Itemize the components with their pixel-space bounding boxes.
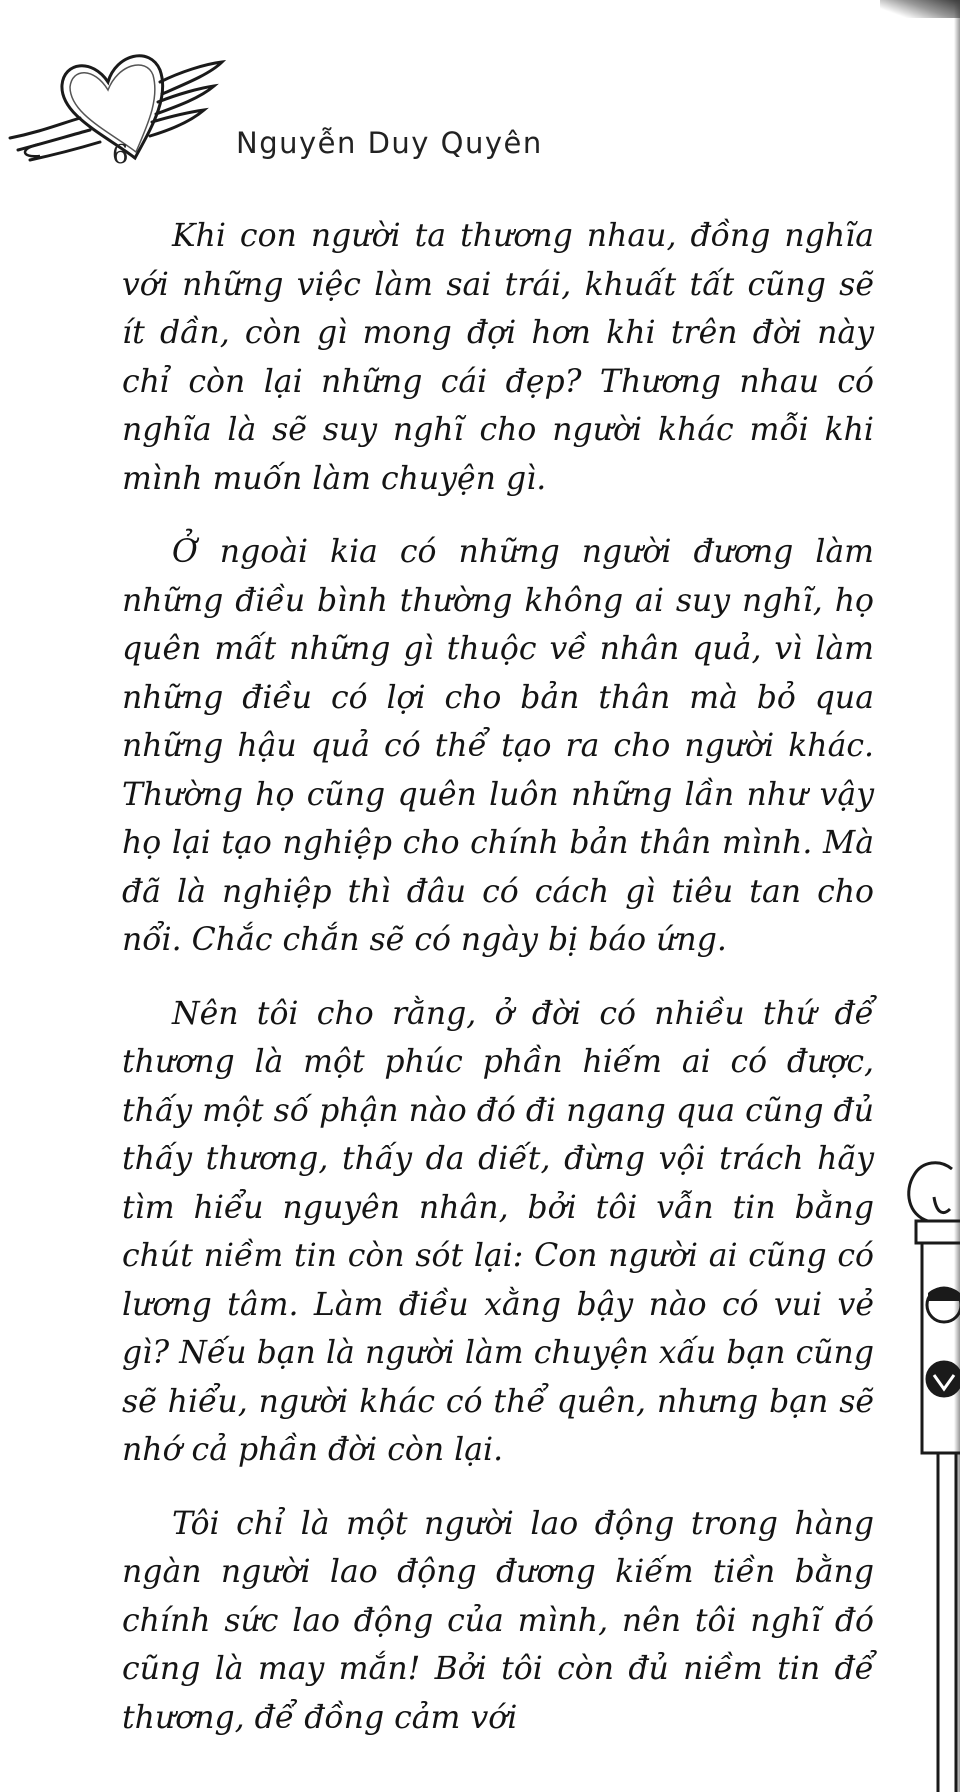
running-header-author: Nguyễn Duy Quyên bbox=[236, 126, 543, 160]
paragraph: Khi con người ta thương nhau, đồng nghĩa với những việc làm sai trái, khuất tất cũng sẽ ít dần, còn gì mong đợi hơn khi trên đời này chỉ còn lại những cái đẹp? Thương nhau có nghĩa là sẽ suy nghĩ cho người khác mỗi khi mình muốn làm chuyện gì. bbox=[122, 218, 874, 497]
body-text bbox=[122, 212, 874, 1767]
paragraph: Tôi chỉ là một người lao động trong hàng ngàn người lao động đương kiếm tiền bằng chính sức lao động của mình, nên tôi nghĩ đó cũng là may mắn! Bởi tôi còn đủ niềm tin để thương, để đồng cảm với bbox=[122, 1505, 874, 1736]
paragraph: Nên tôi cho rằng, ở đời có nhiều thứ để thương là một phúc phần hiếm ai có được, thấy một số phận nào đó đi ngang qua cũng đủ thấy thương, thấy da diết, đừng vội trách hãy tìm hiểu nguyên nhân, bởi tôi vẫn tin bằng chút niềm tin còn sót lại: Con người ai cũng có lương tâm. Làm điều xằng bậy nào có vui vẻ gì? Nếu bạn là người làm chuyện xấu bạn cũng sẽ hiểu, người khác có thể quên, nhưng bạn sẽ nhớ cả phần đời còn lại. bbox=[122, 995, 874, 1468]
page-corner-shadow bbox=[880, 0, 960, 18]
paragraph: Ở ngoài kia có những người đương làm những điều bình thường không ai suy nghĩ, họ quên mất những gì thuộc về nhân quả, vì làm những điều có lợi cho bản thân mà bỏ qua những hậu quả có thể tạo ra cho người khác. Thường họ cũng quên luôn những lần như vậy họ lại tạo nghiệp cho chính bản thân mình. Mà đã là nghiệp thì đâu có cách gì tiêu tan cho nổi. Chắc chắn sẽ có ngày bị báo ứng. bbox=[122, 534, 874, 958]
page-number: 6 bbox=[112, 140, 129, 170]
traffic-light-doodle-icon bbox=[900, 1135, 960, 1792]
page-header bbox=[0, 40, 700, 170]
